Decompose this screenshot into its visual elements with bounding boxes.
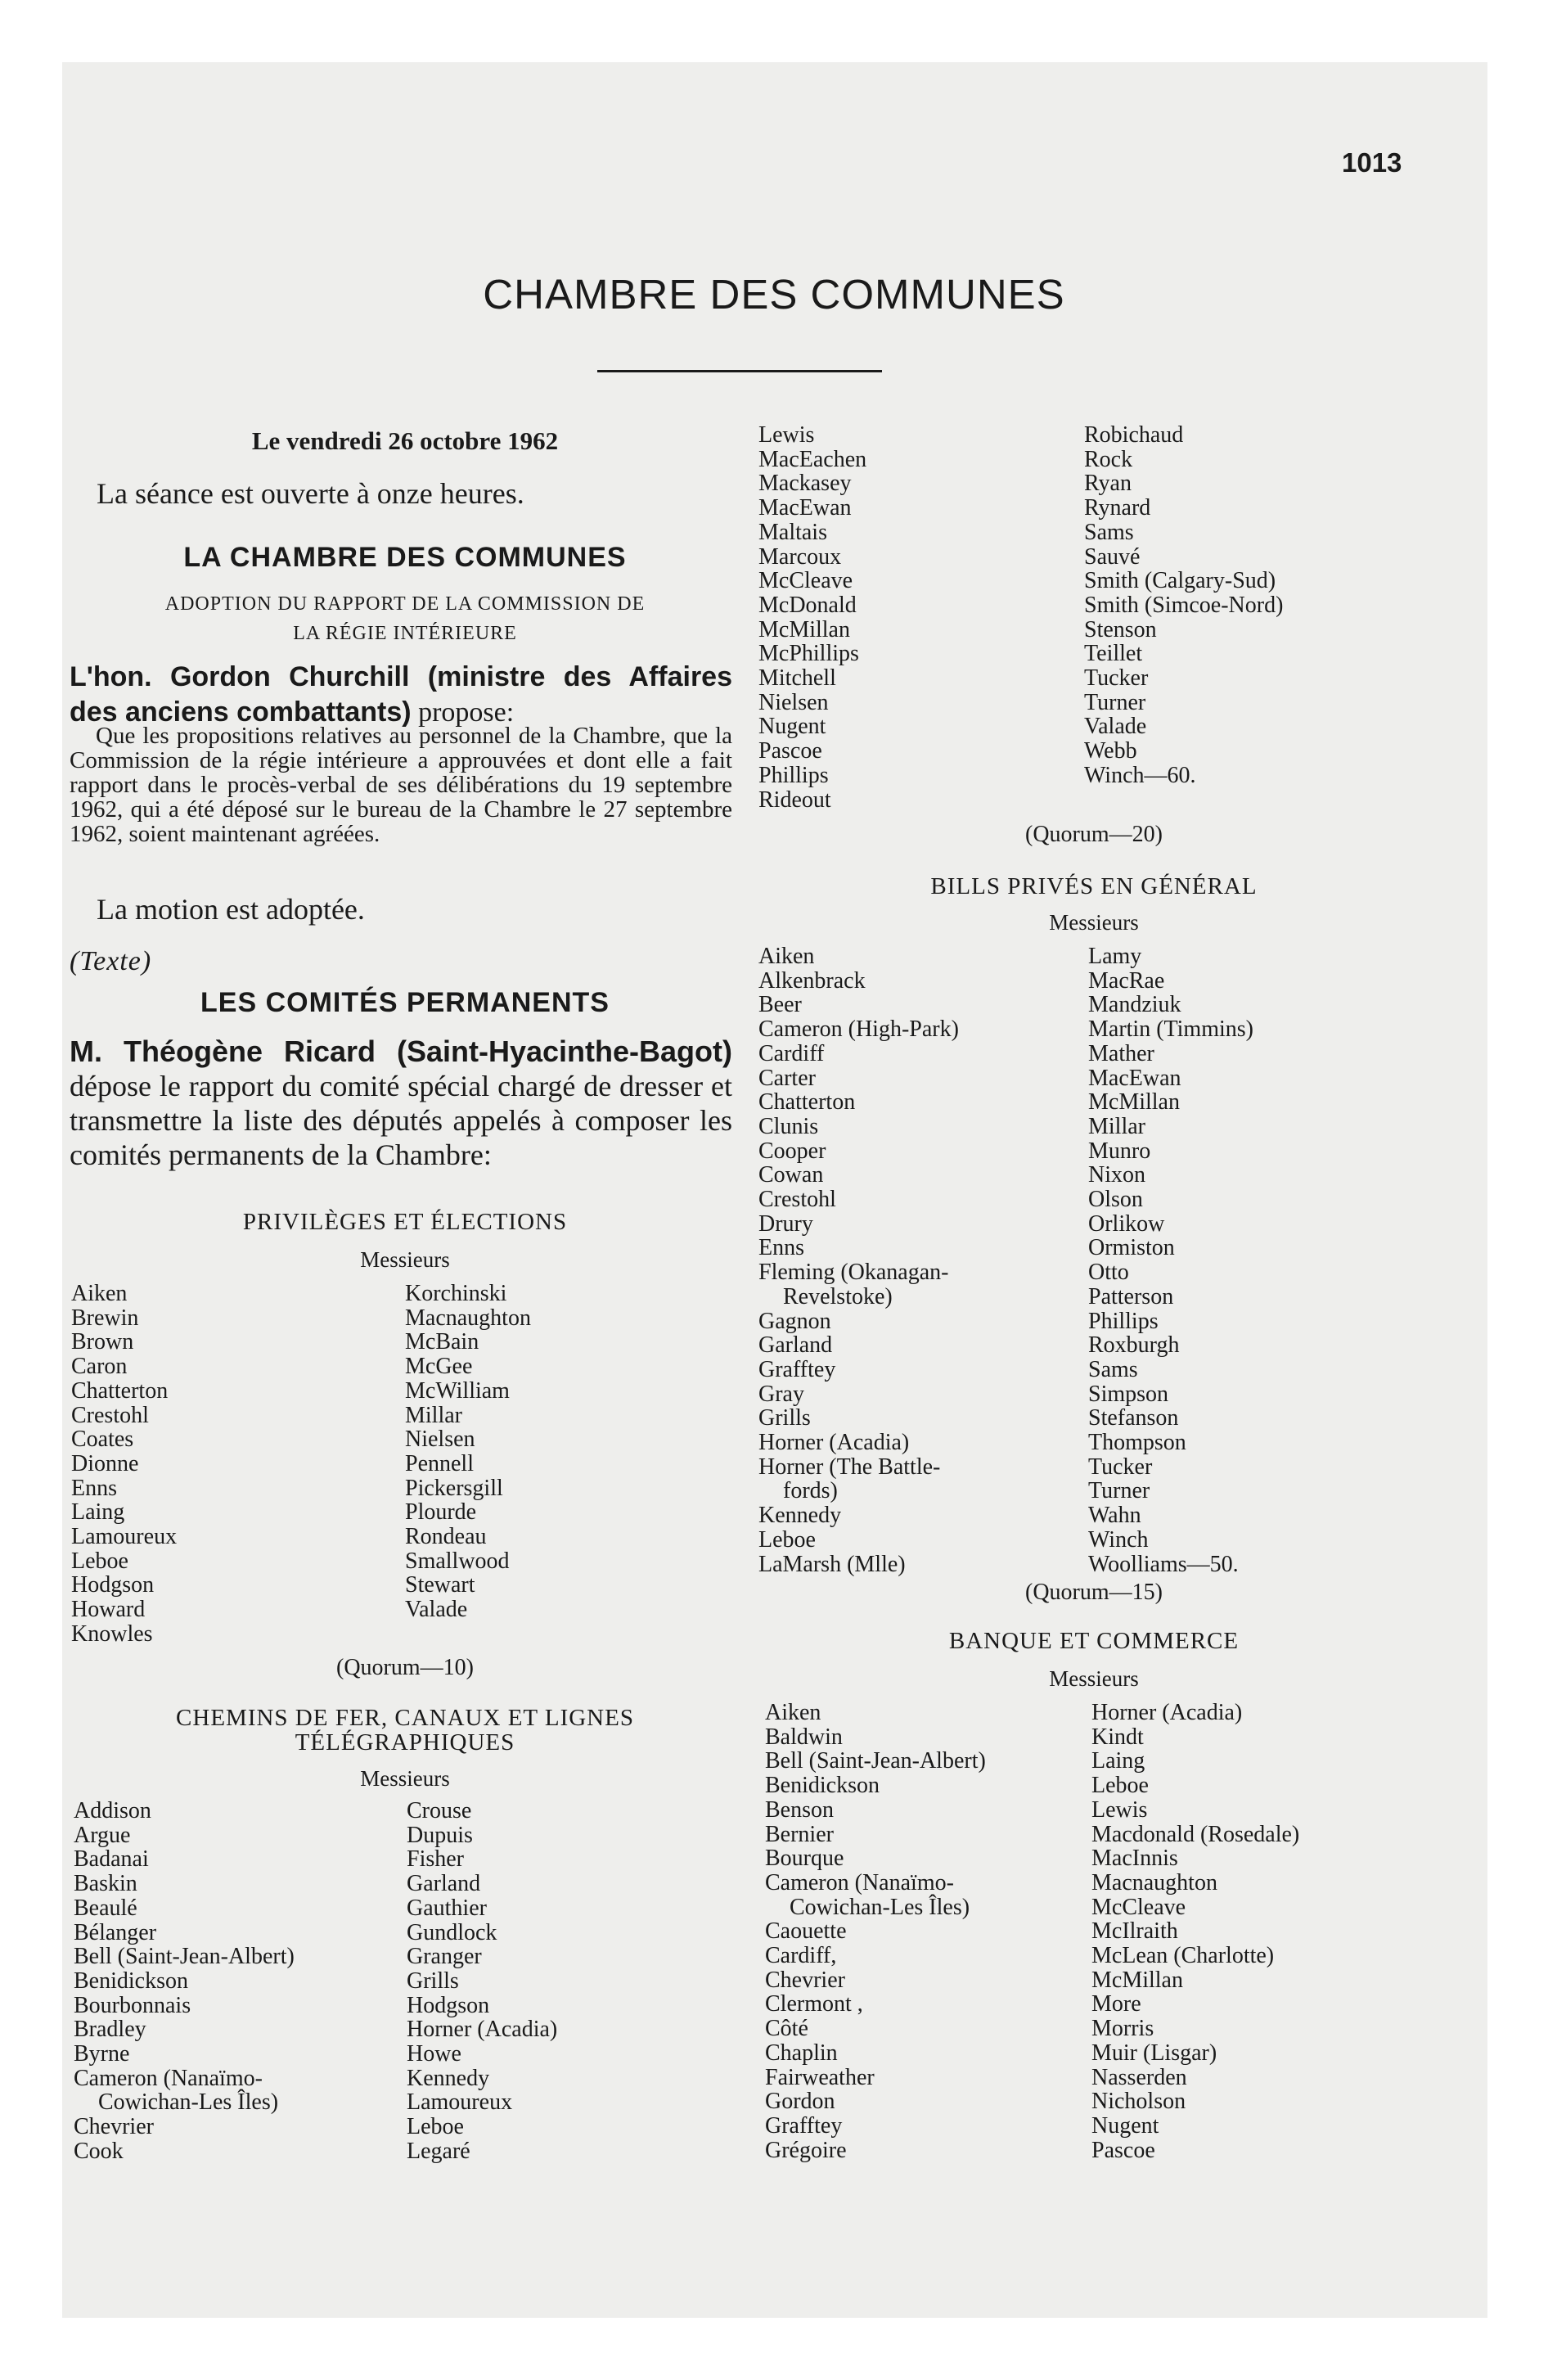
member-name: Cowichan-Les Îles) xyxy=(98,2089,279,2116)
member-name: Leboe xyxy=(71,1548,128,1574)
member-name: Maltais xyxy=(758,519,827,545)
title-rule xyxy=(597,370,882,372)
member-name: Macnaughton xyxy=(405,1305,531,1331)
member-name: Rideout xyxy=(758,787,831,813)
member-name: Bradley xyxy=(74,2017,146,2043)
member-name: Grégoire xyxy=(765,2137,847,2163)
member-name: Crouse xyxy=(407,1798,472,1823)
member-name: Nicholson xyxy=(1091,2089,1186,2115)
member-name: Ormiston xyxy=(1088,1235,1175,1261)
motion-text: Que les propositions relatives au personnel de la Chambre, que la Commission de la régie intérieure a approuvées et dont elle a fait rapport dans le procès-verbal de ses délibérations du 19 septembre 1962, qui a été déposé sur le bureau de la Chambre le 27 septembre 1962, soient maintenant agréées. xyxy=(70,723,732,847)
member-name: fords) xyxy=(783,1478,838,1504)
member-name: Hodgson xyxy=(71,1572,155,1598)
member-name: Chatterton xyxy=(758,1089,856,1116)
member-name: Patterson xyxy=(1088,1283,1174,1309)
member-name: Baldwin xyxy=(765,1724,843,1750)
quorum-continued: (Quorum—20) xyxy=(1025,822,1163,847)
member-name: Lamoureux xyxy=(71,1524,178,1550)
member-name: Stenson xyxy=(1084,616,1157,642)
mover-verb: propose: xyxy=(411,697,515,728)
member-name: Smith (Calgary-Sud) xyxy=(1084,568,1276,594)
member-name: Gray xyxy=(758,1381,804,1407)
mover-name: L'hon. Gordon Churchill (ministre des Affaires des anciens combattants) xyxy=(70,661,732,728)
member-name: Macnaughton xyxy=(1091,1869,1217,1895)
banque-col-1 xyxy=(765,1701,986,2162)
member-name: McCleave xyxy=(758,568,853,594)
member-name: Winch xyxy=(1088,1526,1149,1553)
privileges-col-1 xyxy=(71,1282,177,1647)
member-name: Millar xyxy=(1088,1113,1145,1139)
member-name: Cook xyxy=(74,2138,124,2164)
member-name: Coates xyxy=(71,1427,134,1453)
member-name: Alkenbrack xyxy=(758,967,866,994)
member-name: Nielsen xyxy=(405,1427,475,1453)
member-name: McMillan xyxy=(1091,1967,1183,1993)
committee-title-bills: BILLS PRIVÉS EN GÉNÉRAL xyxy=(930,873,1258,899)
member-name: Nugent xyxy=(1091,2112,1159,2139)
member-name: Clunis xyxy=(758,1113,819,1139)
member-name: Kennedy xyxy=(407,2065,490,2091)
member-name: Grills xyxy=(758,1405,811,1431)
member-name: Phillips xyxy=(758,762,829,788)
member-name: Granger xyxy=(407,1944,482,1970)
member-name: Kindt xyxy=(1091,1724,1144,1750)
member-name: Enns xyxy=(758,1235,804,1261)
member-name: Thompson xyxy=(1088,1430,1186,1456)
member-name: Beer xyxy=(758,992,802,1018)
member-name: Pascoe xyxy=(758,738,822,764)
adoption-line-1: ADOPTION DU RAPPORT DE LA COMMISSION DE xyxy=(164,593,646,615)
member-name: Valade xyxy=(405,1597,468,1623)
member-name: McMillan xyxy=(1088,1089,1180,1116)
member-name: Enns xyxy=(71,1475,117,1501)
chemins-title-line-1: CHEMINS DE FER, CANAUX ET LIGNES xyxy=(176,1705,634,1731)
member-name: Benidickson xyxy=(74,1968,188,1994)
member-name: Phillips xyxy=(1088,1308,1159,1334)
member-name: Pennell xyxy=(405,1450,474,1476)
member-name: Caron xyxy=(71,1354,128,1380)
messieurs-label: Messieurs xyxy=(360,1247,450,1272)
member-name: Argue xyxy=(74,1822,131,1848)
member-name: Dupuis xyxy=(407,1822,473,1848)
ricard-text: dépose le rapport du comité spécial chargé de dresser et transmettre la liste des députés appelés à composer les comités permanents de la Chambre: xyxy=(70,1070,732,1171)
member-name: Pascoe xyxy=(1091,2137,1155,2163)
member-name: Rondeau xyxy=(405,1524,487,1550)
bills-col-2 xyxy=(1088,944,1253,1576)
member-name: Winch—60. xyxy=(1084,762,1196,788)
member-name: Martin (Timmins) xyxy=(1088,1016,1253,1043)
member-name: Cowichan-Les Îles) xyxy=(790,1894,970,1920)
member-name: Côté xyxy=(765,2016,808,2042)
member-name: Benson xyxy=(765,1796,834,1823)
member-name: Bourbonnais xyxy=(74,1992,191,2018)
member-name: Otto xyxy=(1088,1260,1129,1286)
member-name: Garland xyxy=(758,1332,833,1359)
motion-adopted: La motion est adoptée. xyxy=(97,893,365,926)
member-name: Aiken xyxy=(765,1700,821,1725)
member-name: Lamoureux xyxy=(407,2089,513,2116)
member-name: Smith (Simcoe-Nord) xyxy=(1084,592,1284,618)
member-name: Nasserden xyxy=(1091,2064,1187,2090)
member-name: Orlikow xyxy=(1088,1210,1165,1237)
ricard-name: M. Théogène Ricard (Saint-Hyacinthe-Bagot) xyxy=(70,1034,732,1068)
member-name: Bélanger xyxy=(74,1919,157,1945)
adoption-heading xyxy=(70,589,740,648)
member-name: MacRae xyxy=(1088,967,1165,994)
member-name: Woolliams—50. xyxy=(1088,1551,1239,1577)
ricard-paragraph xyxy=(70,1034,732,1172)
member-name: Byrne xyxy=(74,2041,130,2067)
member-name: Wahn xyxy=(1088,1503,1141,1529)
member-name: Aiken xyxy=(758,944,815,969)
member-name: Knowles xyxy=(71,1620,153,1647)
member-name: Webb xyxy=(1084,738,1137,764)
banque-col-2 xyxy=(1091,1701,1299,2162)
member-name: Laing xyxy=(1091,1748,1145,1774)
member-name: Mitchell xyxy=(758,665,836,692)
member-name: Horner (Acadia) xyxy=(1091,1700,1243,1725)
continued-col-1 xyxy=(758,423,866,812)
member-name: Cooper xyxy=(758,1138,826,1164)
member-name: Carter xyxy=(758,1065,816,1091)
member-name: Robichaud xyxy=(1084,422,1184,448)
member-name: McPhillips xyxy=(758,641,859,667)
committee-title-banque: BANQUE ET COMMERCE xyxy=(948,1628,1240,1654)
member-name: Chaplin xyxy=(765,2040,838,2066)
member-name: Lamy xyxy=(1088,944,1142,969)
member-name: Gagnon xyxy=(758,1308,831,1334)
member-name: Olson xyxy=(1088,1187,1143,1213)
member-name: Chevrier xyxy=(765,1967,845,1993)
member-name: Morris xyxy=(1091,2016,1154,2042)
chemins-col-2 xyxy=(407,1799,557,2164)
member-name: Horner (Acadia) xyxy=(758,1430,910,1456)
member-name: Stewart xyxy=(405,1572,475,1598)
sitting-date: Le vendredi 26 octobre 1962 xyxy=(251,426,559,455)
member-name: Horner (The Battle- xyxy=(758,1454,941,1480)
member-name: Revelstoke) xyxy=(783,1283,893,1309)
messieurs-label: Messieurs xyxy=(1049,1666,1139,1691)
member-name: Sams xyxy=(1088,1356,1138,1382)
member-name: Gauthier xyxy=(407,1895,487,1921)
member-name: Chatterton xyxy=(71,1377,169,1404)
member-name: MacEwan xyxy=(1088,1065,1181,1091)
member-name: Munro xyxy=(1088,1138,1151,1164)
member-name: Bourque xyxy=(765,1846,844,1872)
member-name: Cardiff xyxy=(758,1040,825,1066)
member-name: Cowan xyxy=(758,1162,824,1188)
member-name: McMillan xyxy=(758,616,850,642)
member-name: Smallwood xyxy=(405,1548,510,1574)
member-name: Mather xyxy=(1088,1040,1154,1066)
member-name: Cardiff, xyxy=(765,1943,837,1969)
member-name: Simpson xyxy=(1088,1381,1169,1407)
member-name: Crestohl xyxy=(71,1402,149,1428)
member-name: Tucker xyxy=(1088,1454,1153,1480)
member-name: Rynard xyxy=(1084,495,1151,521)
member-name: More xyxy=(1091,1991,1141,2017)
member-name: Plourde xyxy=(405,1499,477,1526)
privileges-col-2 xyxy=(405,1282,531,1622)
member-name: Brewin xyxy=(71,1305,139,1331)
member-name: Howard xyxy=(71,1597,146,1623)
member-name: McWilliam xyxy=(405,1377,510,1404)
member-name: Millar xyxy=(405,1402,462,1428)
member-name: Bell (Saint-Jean-Albert) xyxy=(765,1748,986,1774)
quorum-privileges: (Quorum—10) xyxy=(336,1655,474,1680)
quorum-bills: (Quorum—15) xyxy=(1025,1580,1163,1605)
member-name: Garland xyxy=(407,1871,481,1897)
member-name: Addison xyxy=(74,1798,151,1823)
messieurs-label: Messieurs xyxy=(1049,910,1139,935)
member-name: Nixon xyxy=(1088,1162,1145,1188)
comites-heading: LES COMITÉS PERMANENTS xyxy=(200,987,610,1018)
page-number: 1013 xyxy=(1342,147,1402,178)
member-name: Aiken xyxy=(71,1281,128,1306)
member-name: Clermont , xyxy=(765,1991,863,2017)
member-name: Macdonald (Rosedale) xyxy=(1091,1821,1300,1847)
member-name: Gordon xyxy=(765,2089,835,2115)
member-name: Brown xyxy=(71,1329,134,1355)
member-name: Rock xyxy=(1084,446,1133,472)
member-name: MacInnis xyxy=(1091,1846,1178,1872)
member-name: Nugent xyxy=(758,714,826,740)
member-name: Lewis xyxy=(758,422,815,448)
member-name: Lewis xyxy=(1091,1796,1148,1823)
member-name: McBain xyxy=(405,1329,479,1355)
member-name: Ryan xyxy=(1084,471,1132,497)
adoption-line-2: LA RÉGIE INTÉRIEURE xyxy=(293,623,517,644)
member-name: Valade xyxy=(1084,714,1147,740)
member-name: Chevrier xyxy=(74,2114,154,2140)
member-name: Fisher xyxy=(407,1846,464,1873)
chemins-title-line-2: TÉLÉGRAPHIQUES xyxy=(295,1729,515,1756)
member-name: Grafftey xyxy=(758,1356,836,1382)
member-name: Bell (Saint-Jean-Albert) xyxy=(74,1944,295,1970)
section-heading: LA CHAMBRE DES COMMUNES xyxy=(183,542,627,573)
member-name: Baskin xyxy=(74,1871,137,1897)
member-name: Nielsen xyxy=(758,689,829,715)
member-name: Turner xyxy=(1084,689,1146,715)
messieurs-label: Messieurs xyxy=(360,1766,450,1791)
member-name: Cameron (Nanaïmo- xyxy=(765,1869,954,1895)
member-name: Korchinski xyxy=(405,1281,507,1306)
member-name: Leboe xyxy=(407,2114,464,2140)
member-name: Benidickson xyxy=(765,1773,880,1799)
member-name: Grills xyxy=(407,1968,459,1994)
member-name: McIlraith xyxy=(1091,1918,1178,1945)
member-name: Fleming (Okanagan- xyxy=(758,1260,949,1286)
member-name: Beaulé xyxy=(74,1895,137,1921)
member-name: Tucker xyxy=(1084,665,1149,692)
opening-line: La séance est ouverte à onze heures. xyxy=(97,477,524,510)
member-name: Teillet xyxy=(1084,641,1143,667)
mover-paragraph xyxy=(70,660,732,730)
member-name: Marcoux xyxy=(758,543,842,570)
member-name: Pickersgill xyxy=(405,1475,503,1501)
page-title: CHAMBRE DES COMMUNES xyxy=(483,271,1065,318)
member-name: Howe xyxy=(407,2041,461,2067)
member-name: Dionne xyxy=(71,1450,139,1476)
member-name: LaMarsh (Mlle) xyxy=(758,1551,906,1577)
member-name: McGee xyxy=(405,1354,473,1380)
member-name: McCleave xyxy=(1091,1894,1186,1920)
member-name: Kennedy xyxy=(758,1503,842,1529)
member-name: Muir (Lisgar) xyxy=(1091,2040,1217,2066)
member-name: Badanai xyxy=(74,1846,149,1873)
continued-col-2 xyxy=(1084,423,1283,788)
texte-label: (Texte) xyxy=(70,946,152,976)
member-name: Turner xyxy=(1088,1478,1150,1504)
chemins-col-1 xyxy=(74,1799,295,2164)
member-name: Hodgson xyxy=(407,1992,490,2018)
member-name: Sauvé xyxy=(1084,543,1141,570)
member-name: Cameron (High-Park) xyxy=(758,1016,959,1043)
member-name: Horner (Acadia) xyxy=(407,2017,558,2043)
member-name: McDonald xyxy=(758,592,857,618)
member-name: Caouette xyxy=(765,1918,847,1945)
member-name: Drury xyxy=(758,1210,813,1237)
member-name: Bernier xyxy=(765,1821,834,1847)
member-name: Laing xyxy=(71,1499,125,1526)
member-name: Roxburgh xyxy=(1088,1332,1180,1359)
member-name: Legaré xyxy=(407,2138,470,2164)
member-name: Stefanson xyxy=(1088,1405,1179,1431)
member-name: Fairweather xyxy=(765,2064,875,2090)
member-name: Mackasey xyxy=(758,471,852,497)
member-name: Crestohl xyxy=(758,1187,836,1213)
member-name: Sams xyxy=(1084,519,1134,545)
member-name: Cameron (Nanaïmo- xyxy=(74,2065,263,2091)
member-name: Grafftey xyxy=(765,2112,843,2139)
committee-title-chemins xyxy=(70,1706,740,1755)
member-name: Mandziuk xyxy=(1088,992,1181,1018)
member-name: MacEachen xyxy=(758,446,867,472)
member-name: Leboe xyxy=(758,1526,816,1553)
committee-title-privileges: PRIVILÈGES ET ÉLECTIONS xyxy=(242,1209,568,1235)
member-name: Gundlock xyxy=(407,1919,497,1945)
member-name: MacEwan xyxy=(758,495,852,521)
member-name: McLean (Charlotte) xyxy=(1091,1943,1275,1969)
bills-col-1 xyxy=(758,944,959,1576)
member-name: Leboe xyxy=(1091,1773,1149,1799)
